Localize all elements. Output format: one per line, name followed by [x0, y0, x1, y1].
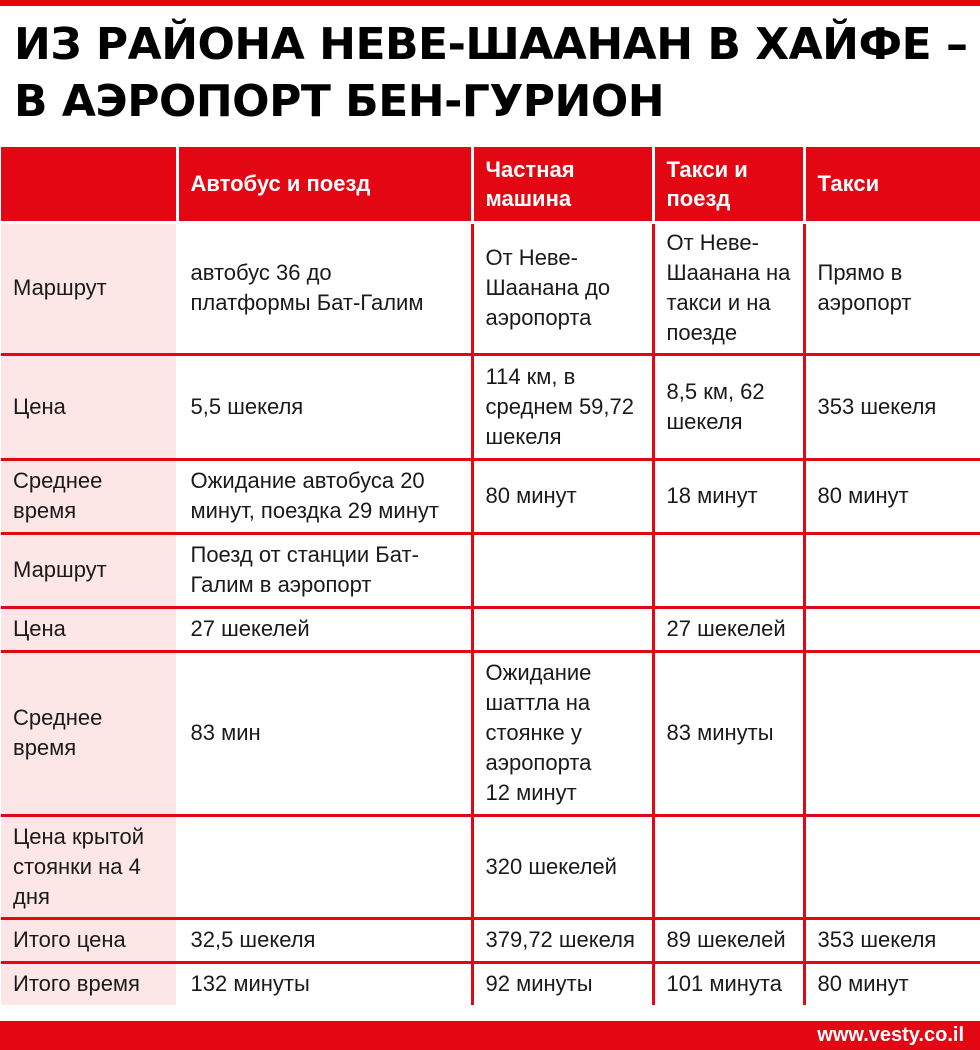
row-label: Цена крытой стоянки на 4 дня: [1, 815, 177, 918]
table-row: [1, 962, 980, 1005]
table-cell: 32,5 шекеля: [177, 918, 472, 962]
table-cell: От Неве-Шаанана на такси и на поезде: [653, 222, 804, 354]
table-cell: 8,5 км, 62 шекеля: [653, 354, 804, 459]
table-cell: 80 минут: [472, 459, 653, 533]
header-bus-train: Автобус и поезд: [177, 147, 472, 222]
table-cell: [804, 533, 980, 607]
table-cell: [653, 533, 804, 607]
table-cell: автобус 36 до платформы Бат-Галим: [177, 222, 472, 354]
comparison-table: [1, 147, 980, 1005]
row-label: Итого время: [1, 962, 177, 1005]
row-label: Маршрут: [1, 222, 177, 354]
table-cell: Прямо в аэропорт: [804, 222, 980, 354]
table-cell: 379,72 шекеля: [472, 918, 653, 962]
table-cell: Ожидание шаттла на стоянке у аэропорта 12 минут: [472, 651, 653, 815]
table-cell: [177, 815, 472, 918]
row-label: Цена: [1, 607, 177, 651]
table-cell: 92 минуты: [472, 962, 653, 1005]
header-row: [1, 147, 980, 222]
table-cell: 18 минут: [653, 459, 804, 533]
table-row: [1, 815, 980, 918]
table-row: [1, 459, 980, 533]
table-cell: Ожидание автобуса 20 минут, поездка 29 минут: [177, 459, 472, 533]
table-cell: Поезд от станции Бат-Галим в аэропорт: [177, 533, 472, 607]
table-cell: 320 шекелей: [472, 815, 653, 918]
site-url[interactable]: www.vesty.co.il: [817, 1024, 964, 1046]
table-row: [1, 222, 980, 354]
table-row: [1, 918, 980, 962]
table-cell: 101 минута: [653, 962, 804, 1005]
table-cell: [472, 533, 653, 607]
table-cell: 80 минут: [817, 971, 909, 997]
page-title: [14, 16, 974, 130]
row-label: Итого цена: [1, 918, 177, 962]
table-cell: 353 шекеля: [804, 354, 980, 459]
table-cell: 132 минуты: [177, 962, 472, 1005]
row-label: Цена: [1, 354, 177, 459]
table-cell: 83 минуты: [653, 651, 804, 815]
table-cell: 27 шекелей: [177, 607, 472, 651]
table-cell: 83 мин: [177, 651, 472, 815]
table-cell: 80 минут: [804, 459, 980, 533]
table-row: [1, 354, 980, 459]
table-cell: 5,5 шекеля: [177, 354, 472, 459]
header-taxi-train: Такси и поезд: [653, 147, 804, 222]
table-row: [1, 607, 980, 651]
table-row: [1, 533, 980, 607]
title-line-1: ИЗ РАЙОНА НЕВЕ-ШААНАН В ХАЙФЕ –: [14, 19, 968, 70]
header-taxi: Такси: [804, 147, 980, 222]
table-cell: [804, 815, 980, 918]
table-cell: 114 км, в среднем 59,72 шекеля: [472, 354, 653, 459]
table-cell: [472, 607, 653, 651]
table-row: [1, 651, 980, 815]
table-cell: 353 шекеля: [804, 918, 980, 962]
footer-bar: [0, 1021, 980, 1050]
row-label: Среднее время: [1, 651, 177, 815]
table-cell: 89 шекелей: [653, 918, 804, 962]
table-cell: [653, 815, 804, 918]
table-cell: 27 шекелей: [653, 607, 804, 651]
table-cell: [804, 607, 980, 651]
row-label: Среднее время: [1, 459, 177, 533]
header-cell-empty: [1, 147, 177, 222]
title-line-2: В АЭРОПОРТ БЕН-ГУРИОН: [14, 76, 665, 127]
table-cell: От Неве-Шаанана до аэропорта: [472, 222, 653, 354]
row-label: Маршрут: [1, 533, 177, 607]
top-accent-bar: [0, 0, 980, 6]
header-private-car: Частная машина: [472, 147, 653, 222]
table-cell: [804, 651, 980, 815]
